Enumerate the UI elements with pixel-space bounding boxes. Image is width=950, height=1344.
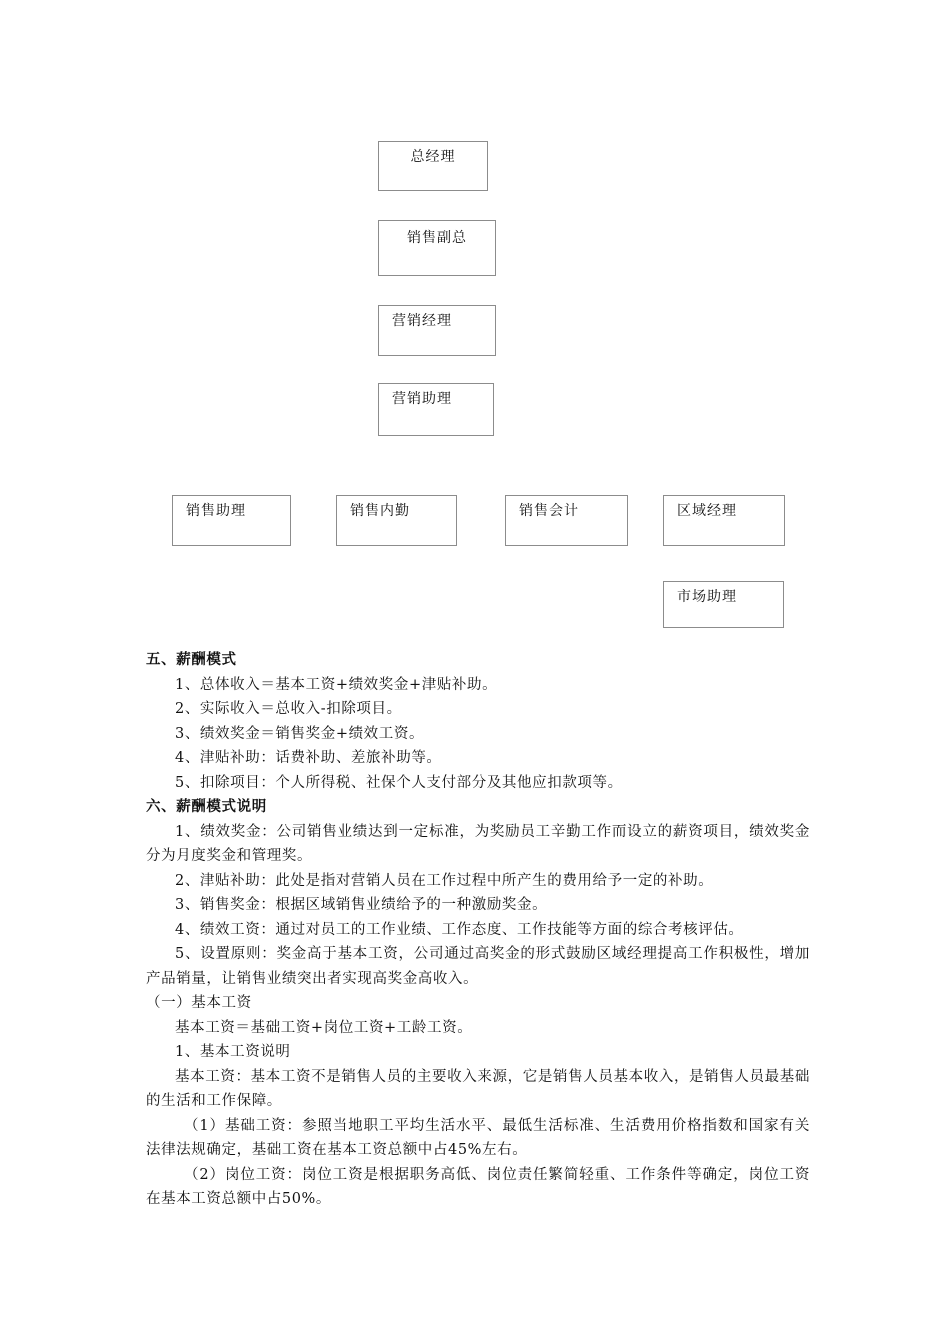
org-label: 总经理 [410,149,456,165]
section5-item: 2、实际收入＝总收入-扣除项目。 [175,701,402,717]
section6-item: 3、销售奖金：根据区域销售业绩给予的一种激励奖金。 [175,897,548,913]
section6-item: 4、绩效工资：通过对员工的工作业绩、工作态度、工作技能等方面的综合考核评估。 [175,921,744,938]
base-salary-subheading: 1、基本工资说明 [175,1044,291,1060]
section5-heading: 五、薪酬模式 [146,651,237,668]
org-box-marketing-assistant [378,383,494,436]
org-label: 销售副总 [407,230,467,246]
base-salary-description: 基本工资：基本工资不是销售人员的主要收入来源，它是销售人员基本收入，是销售人员最基础的生活和工作保障。 [146,1068,810,1109]
org-box-sales-internal [336,495,457,546]
org-label: 营销助理 [392,391,452,407]
org-box-general-manager [378,141,488,191]
org-box-sales-accountant [505,495,628,546]
org-label: 销售内勤 [350,503,410,519]
section6-item: 5、设置原则：奖金高于基本工资，公司通过高奖金的形式鼓励区域经理提高工作积极性，增加产品销量，让销售业绩突出者实现高奖金高收入。 [146,946,810,987]
base-salary-item-1: （1）基础工资：参照当地职工平均生活水平、最低生活标准、生活费用价格指数和国家有关法律法规确定，基础工资在基本工资总额中占45%左右。 [146,1117,810,1158]
org-label: 销售会计 [519,503,579,519]
base-salary-heading: （一）基本工资 [146,995,252,1011]
section5-item: 1、总体收入＝基本工资+绩效奖金+津贴补助。 [175,676,498,693]
section5-item: 3、绩效奖金＝销售奖金+绩效工资。 [175,725,425,742]
base-salary-item-2: （2）岗位工资：岗位工资是根据职务高低、岗位责任繁简轻重、工作条件等确定，岗位工资在基本工资总额中占50%。 [146,1166,810,1207]
section5-item: 4、津贴补助：话费补助、差旅补助等。 [175,750,442,766]
org-box-sales-vp [378,220,496,276]
section6-item: 2、津贴补助：此处是指对营销人员在工作过程中所产生的费用给予一定的补助。 [175,872,714,889]
org-box-marketing-manager [378,305,496,356]
document-body [146,648,810,1212]
org-box-regional-manager [663,495,785,546]
section6-heading: 六、薪酬模式说明 [146,798,267,815]
org-box-market-assistant [663,581,784,628]
org-box-sales-assistant [172,495,291,546]
org-label: 营销经理 [392,313,452,329]
section6-item: 1、绩效奖金：公司销售业绩达到一定标准，为奖励员工辛勤工作而设立的薪资项目，绩效奖金分为月度奖金和管理奖。 [146,823,810,864]
org-label: 市场助理 [677,589,737,605]
org-label: 区域经理 [677,503,737,519]
org-label: 销售助理 [186,503,246,519]
section5-item: 5、扣除项目：个人所得税、社保个人支付部分及其他应扣款项等。 [175,774,623,791]
base-salary-formula: 基本工资＝基础工资+岗位工资+工龄工资。 [175,1019,473,1036]
